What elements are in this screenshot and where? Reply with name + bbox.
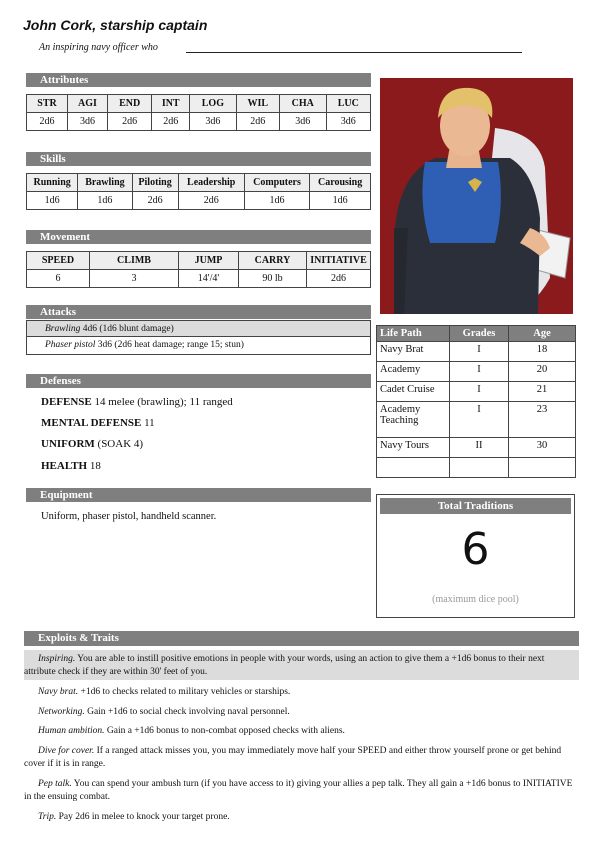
attributes-value-row <box>27 113 371 131</box>
exploit-item <box>24 778 574 803</box>
attr-col: LOG <box>190 95 237 113</box>
life-path-row <box>377 438 576 458</box>
skill-value: 1d6 <box>78 192 132 210</box>
exploit-text: Gain +1d6 to social check involving naval personnel. <box>87 707 290 717</box>
life-path-grade <box>450 458 509 478</box>
attacks-list <box>26 320 371 355</box>
attr-value: 2d6 <box>27 113 68 131</box>
move-value: 14'/4' <box>179 270 239 288</box>
exploit-name: Inspiring. <box>38 654 76 664</box>
attr-value: 3d6 <box>326 113 370 131</box>
traditions-value: 6 <box>461 524 490 575</box>
skill-col: Computers <box>244 174 309 192</box>
skill-col: Brawling <box>78 174 132 192</box>
defense-line <box>41 396 233 408</box>
exploit-text: Pay 2d6 in melee to knock your target prone. <box>58 812 230 822</box>
life-path-grade: I <box>450 382 509 402</box>
attr-value: 2d6 <box>236 113 279 131</box>
grades-col: Grades <box>450 326 509 342</box>
life-path-age: 18 <box>509 342 576 362</box>
life-path-name <box>377 458 450 478</box>
exploit-name: Pep talk. <box>38 779 72 789</box>
attr-col: INT <box>152 95 190 113</box>
traditions-box <box>376 494 575 618</box>
life-path-table <box>376 325 576 478</box>
exploit-name: Trip. <box>38 812 57 822</box>
equipment-header: Equipment <box>26 488 371 502</box>
defense-label: HEALTH <box>41 460 88 472</box>
attack-row <box>26 320 371 337</box>
life-path-name: Academy <box>377 362 450 382</box>
skill-value: 2d6 <box>178 192 244 210</box>
life-path-row <box>377 362 576 382</box>
skills-table <box>26 173 371 210</box>
attr-value: 2d6 <box>107 113 151 131</box>
skill-col: Piloting <box>132 174 178 192</box>
life-path-grade: I <box>450 402 509 438</box>
uniform-line <box>41 438 143 450</box>
life-path-name: Navy Brat <box>377 342 450 362</box>
defense-value: 14 melee (brawling); 11 ranged <box>94 396 233 408</box>
exploit-text: You are able to instill positive emotions in people with your words, using an action to give them a +1d6 bonus to their next attribute check if they are within 30' feet of you. <box>24 654 545 677</box>
defense-label: DEFENSE <box>41 396 92 408</box>
life-path-age: 21 <box>509 382 576 402</box>
movement-header: Movement <box>26 230 371 244</box>
move-col: CARRY <box>239 252 307 270</box>
mental-defense-line <box>41 417 155 429</box>
skill-col: Running <box>27 174 78 192</box>
life-path-age: 30 <box>509 438 576 458</box>
exploit-name: Networking. <box>38 707 85 717</box>
equipment-text: Uniform, phaser pistol, handheld scanner. <box>41 511 217 522</box>
attack-detail: 4d6 (1d6 blunt damage) <box>82 324 174 334</box>
attr-col: LUC <box>326 95 370 113</box>
defense-label: UNIFORM <box>41 438 95 450</box>
skill-value: 1d6 <box>27 192 78 210</box>
life-path-row <box>377 382 576 402</box>
life-path-row <box>377 402 576 438</box>
life-path-grade: I <box>450 342 509 362</box>
exploits-header: Exploits & Traits <box>24 631 579 646</box>
age-col: Age <box>509 326 576 342</box>
exploit-item <box>24 725 574 738</box>
move-value: 3 <box>90 270 179 288</box>
page-title: John Cork, starship captain <box>23 17 208 33</box>
exploit-item <box>24 811 574 824</box>
defenses-header: Defenses <box>26 374 371 388</box>
attr-col: AGI <box>68 95 108 113</box>
exploit-item <box>24 706 574 719</box>
move-col: SPEED <box>27 252 90 270</box>
attr-col: STR <box>27 95 68 113</box>
skills-header-row <box>27 174 371 192</box>
attack-name: Phaser pistol <box>45 340 96 350</box>
exploit-text: Gain a +1d6 bonus to non-combat opposed checks with aliens. <box>106 726 345 736</box>
movement-value-row <box>27 270 371 288</box>
move-value: 90 lb <box>239 270 307 288</box>
exploit-item <box>24 745 574 770</box>
life-path-name: Cadet Cruise <box>377 382 450 402</box>
character-concept: An inspiring navy officer who <box>39 42 158 53</box>
exploit-text: You can spend your ambush turn (if you have access to it) giving your allies a pep talk. They all gain a +1d6 bonus to INITIATIVE in the ensuing combat. <box>24 779 573 802</box>
attr-col: END <box>107 95 151 113</box>
exploit-text: If a ranged attack misses you, you may immediately move half your SPEED and either throw yourself prone or get behind cover if it is in range. <box>24 746 562 769</box>
defense-value: (SOAK 4) <box>97 438 144 450</box>
attack-detail: 3d6 (2d6 heat damage; range 15; stun) <box>97 340 244 350</box>
move-col: INITIATIVE <box>307 252 371 270</box>
attr-col: WIL <box>236 95 279 113</box>
life-path-age: 20 <box>509 362 576 382</box>
defense-label: MENTAL DEFENSE <box>41 417 142 429</box>
skill-value: 2d6 <box>132 192 178 210</box>
life-path-grade: II <box>450 438 509 458</box>
attributes-header-row <box>27 95 371 113</box>
attack-name: Brawling <box>45 324 81 334</box>
life-path-name: Academy Teaching <box>377 402 450 438</box>
health-line <box>41 460 101 472</box>
life-path-age <box>509 458 576 478</box>
exploit-item <box>24 686 574 699</box>
defense-value: 18 <box>89 460 101 472</box>
move-col: JUMP <box>179 252 239 270</box>
move-value: 2d6 <box>307 270 371 288</box>
life-path-grade: I <box>450 362 509 382</box>
exploit-name: Navy brat. <box>38 687 79 697</box>
movement-header-row <box>27 252 371 270</box>
life-path-row <box>377 342 576 362</box>
traditions-header: Total Traditions <box>380 498 571 514</box>
move-col: CLIMB <box>90 252 179 270</box>
move-value: 6 <box>27 270 90 288</box>
skill-col: Leadership <box>178 174 244 192</box>
attr-value: 3d6 <box>190 113 237 131</box>
life-path-col: Life Path <box>377 326 450 342</box>
defense-value: 11 <box>144 417 155 429</box>
life-path-age: 23 <box>509 402 576 438</box>
skill-col: Carousing <box>310 174 371 192</box>
life-path-name: Navy Tours <box>377 438 450 458</box>
skill-value: 1d6 <box>310 192 371 210</box>
life-path-row <box>377 458 576 478</box>
attacks-header: Attacks <box>26 305 371 319</box>
attributes-header: Attributes <box>26 73 371 87</box>
exploit-name: Dive for cover. <box>38 746 95 756</box>
exploit-name: Human ambition. <box>38 726 105 736</box>
attributes-table <box>26 94 371 131</box>
captain-portrait <box>380 78 573 314</box>
skills-header: Skills <box>26 152 371 166</box>
concept-blank-line <box>186 52 522 53</box>
attr-value: 3d6 <box>279 113 326 131</box>
exploit-item <box>24 653 574 678</box>
life-path-header-row <box>377 326 576 342</box>
attack-row <box>26 337 371 355</box>
attr-value: 2d6 <box>152 113 190 131</box>
portrait-illustration <box>380 78 573 314</box>
traditions-note: (maximum dice pool) <box>432 594 519 605</box>
skills-value-row <box>27 192 371 210</box>
attr-col: CHA <box>279 95 326 113</box>
attr-value: 3d6 <box>68 113 108 131</box>
skill-value: 1d6 <box>244 192 309 210</box>
exploit-text: +1d6 to checks related to military vehicles or starships. <box>80 687 291 697</box>
movement-table <box>26 251 371 288</box>
